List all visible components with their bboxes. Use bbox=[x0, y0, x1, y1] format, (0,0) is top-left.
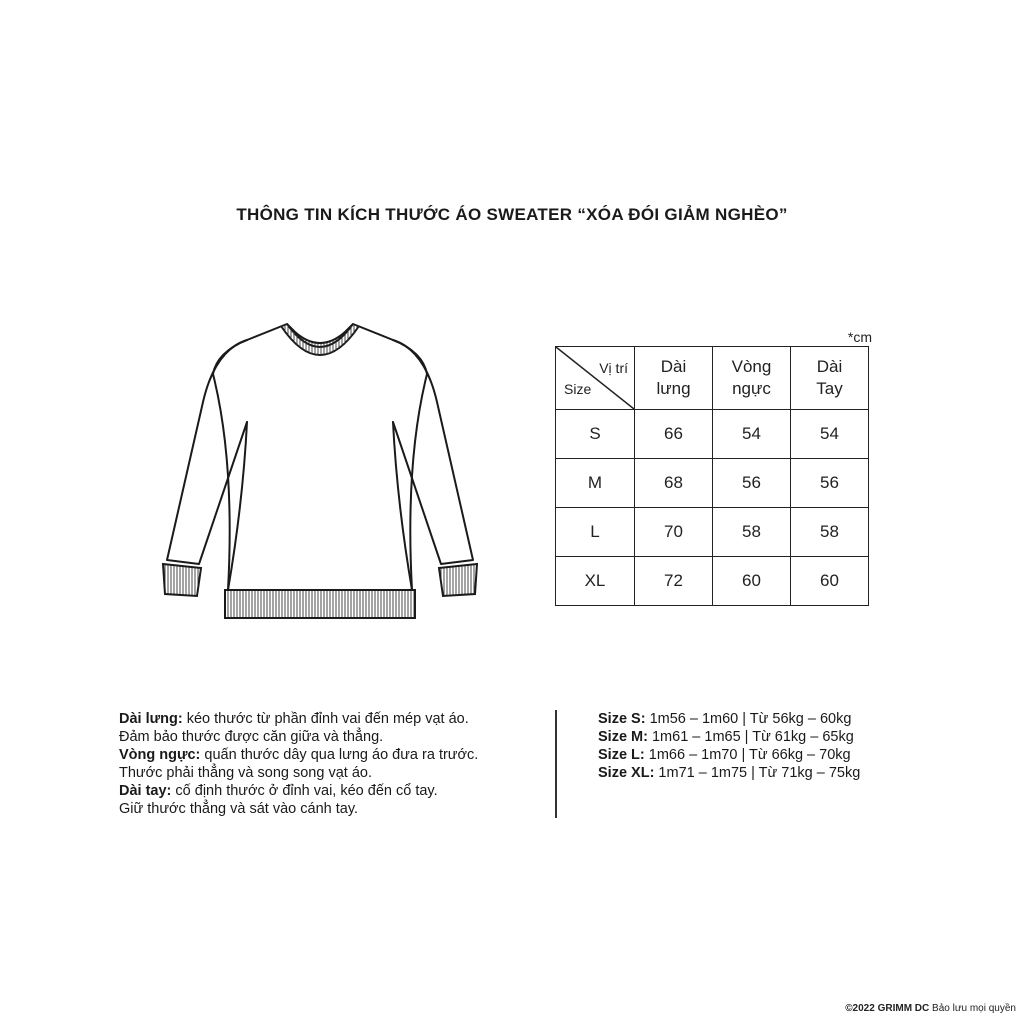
corner-label-size: Size bbox=[564, 381, 592, 397]
vertical-divider bbox=[555, 710, 557, 818]
measurement-notes bbox=[119, 710, 478, 818]
value-cell: 56 bbox=[791, 459, 869, 508]
column-header-line2: ngực bbox=[732, 379, 771, 398]
size-cell: M bbox=[556, 459, 635, 508]
note-line bbox=[119, 728, 478, 746]
note-line bbox=[119, 782, 478, 800]
size-guide-line bbox=[598, 728, 860, 746]
value-cell: 66 bbox=[635, 410, 713, 459]
table-row bbox=[556, 459, 869, 508]
page-title: THÔNG TIN KÍCH THƯỚC ÁO SWEATER “XÓA ĐÓI GIẢM NGHÈO” bbox=[236, 205, 788, 224]
note-label: Dài lưng: bbox=[119, 711, 183, 727]
note-line bbox=[119, 800, 478, 818]
column-header-line1: Dài bbox=[816, 357, 843, 376]
note-label: Vòng ngực: bbox=[119, 747, 201, 763]
size-table bbox=[555, 346, 869, 606]
size-guide-line bbox=[598, 746, 860, 764]
note-text: Giữ thước thẳng và sát vào cánh tay. bbox=[119, 801, 359, 817]
table-corner-cell bbox=[556, 347, 635, 410]
table-row bbox=[556, 508, 869, 557]
size-guide-label: Size M: bbox=[598, 729, 648, 745]
size-guide bbox=[598, 710, 860, 782]
note-line bbox=[119, 746, 478, 764]
value-cell: 56 bbox=[713, 459, 791, 508]
column-header-line1: Dài bbox=[660, 357, 687, 376]
table-row bbox=[556, 410, 869, 459]
value-cell: 58 bbox=[791, 508, 869, 557]
column-header-line2: Tay bbox=[816, 379, 843, 398]
size-cell: XL bbox=[556, 557, 635, 606]
copyright-footer bbox=[845, 1003, 1016, 1014]
value-cell: 72 bbox=[635, 557, 713, 606]
note-line bbox=[119, 710, 478, 728]
size-guide-label: Size XL: bbox=[598, 765, 655, 781]
size-guide-line bbox=[598, 710, 860, 728]
column-header bbox=[791, 347, 869, 410]
column-header bbox=[635, 347, 713, 410]
size-guide-label: Size L: bbox=[598, 747, 645, 763]
size-guide-text: 1m61 – 1m65 | Từ 61kg – 65kg bbox=[647, 729, 854, 745]
value-cell: 60 bbox=[713, 557, 791, 606]
size-guide-text: 1m56 – 1m60 | Từ 56kg – 60kg bbox=[645, 711, 852, 727]
value-cell: 70 bbox=[635, 508, 713, 557]
size-guide-label: Size S: bbox=[598, 711, 646, 727]
note-label: Dài tay: bbox=[119, 783, 172, 799]
value-cell: 54 bbox=[713, 410, 791, 459]
size-guide-text: 1m66 – 1m70 | Từ 66kg – 70kg bbox=[644, 747, 851, 763]
column-header-line2: lưng bbox=[656, 379, 691, 398]
value-cell: 54 bbox=[791, 410, 869, 459]
column-header-line1: Vòng bbox=[731, 357, 772, 376]
table-row bbox=[556, 557, 869, 606]
size-guide-text: 1m71 – 1m75 | Từ 71kg – 75kg bbox=[654, 765, 861, 781]
size-cell: S bbox=[556, 410, 635, 459]
note-text: kéo thước từ phần đỉnh vai đến mép vạt áo. bbox=[182, 711, 469, 727]
size-cell: L bbox=[556, 508, 635, 557]
corner-label-position: Vị trí bbox=[599, 360, 628, 376]
size-guide-line bbox=[598, 764, 860, 782]
note-text: Thước phải thẳng và song song vạt áo. bbox=[119, 765, 372, 781]
value-cell: 58 bbox=[713, 508, 791, 557]
sweater-illustration bbox=[155, 312, 485, 622]
value-cell: 68 bbox=[635, 459, 713, 508]
footer-brand: ©2022 GRIMM DC bbox=[845, 1003, 930, 1014]
note-line bbox=[119, 764, 478, 782]
unit-note: *cm bbox=[847, 329, 872, 345]
note-text: cố định thước ở đỉnh vai, kéo đến cổ tay. bbox=[171, 783, 438, 799]
value-cell: 60 bbox=[791, 557, 869, 606]
note-text: quấn thước dây qua lưng áo đưa ra trước. bbox=[200, 747, 479, 763]
table-header-row bbox=[556, 347, 869, 410]
column-header bbox=[713, 347, 791, 410]
note-text: Đảm bảo thước được căn giữa và thẳng. bbox=[119, 729, 384, 745]
footer-rights: Bảo lưu mọi quyền bbox=[929, 1003, 1016, 1014]
